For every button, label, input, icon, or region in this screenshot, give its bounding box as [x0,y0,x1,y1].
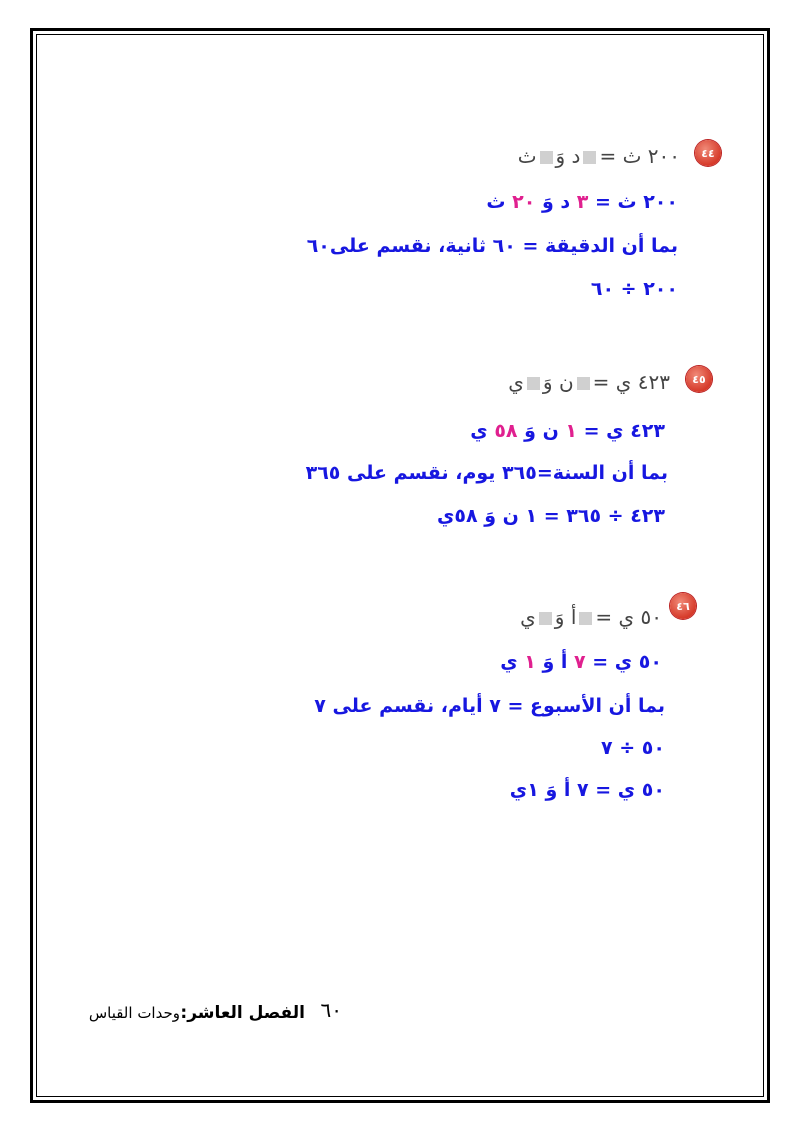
answer-part: ي [470,420,495,442]
question-part: د وَ [555,144,581,168]
answer-value: ١ [565,420,578,442]
calculation-line: ٢٠٠ ÷ ٦٠ [590,278,678,300]
question-line [518,144,680,168]
explanation-line: بما أن الدقيقة = ٦٠ ثانية، نقسم على٦٠ [306,235,678,257]
answer-part: ٥٠ ي = [585,651,662,673]
calculation-line: ٤٢٣ ÷ ٣٦٥ = ١ ن وَ ٥٨ي [436,505,665,527]
calculation-line: ٥٠ ÷ ٧ [601,737,665,759]
question-part: ٢٠٠ ث = [599,144,680,168]
answer-part: ي [500,651,525,673]
answer-value: ١ [524,651,536,673]
answer-line [486,191,678,213]
blank-box [577,377,590,390]
blank-box [539,612,552,625]
question-part: ي [520,605,536,629]
question-part: ن وَ [542,370,574,394]
answer-part: أ وَ [535,651,574,673]
answer-part: ن وَ [517,420,566,442]
blank-box [540,151,553,164]
answer-value: ٥٨ [494,420,518,442]
question-part: أ وَ [554,605,577,629]
answer-value: ٣ [576,191,589,213]
question-part: ٤٢٣ ي = [592,370,670,394]
problem-number-badge: ٤٦ [670,593,696,619]
page-number: ٦٠ [320,998,342,1022]
answer-part: ٢٠٠ ث = [588,191,678,213]
question-part: ٥٠ ي = [595,605,662,629]
chapter-title: وحدات القياس [88,1004,180,1022]
problem-number-badge: ٤٤ [695,140,721,166]
chapter-label: الفصل العاشر: [180,1003,305,1023]
question-part: ي [508,370,524,394]
blank-box [579,612,592,625]
problem-number-badge: ٤٥ [686,366,712,392]
blank-box [583,151,596,164]
answer-part: ٤٢٣ ي = [577,420,665,442]
answer-line [500,651,662,673]
question-line [520,605,662,629]
result-line: ٥٠ ي = ٧ أ وَ ١ي [509,779,665,801]
answer-value: ٢٠ [512,191,536,213]
answer-part: د وَ [535,191,577,213]
blank-box [527,377,540,390]
question-line [508,370,670,394]
answer-line [470,420,665,442]
explanation-line: بما أن السنة=٣٦٥ يوم، نقسم على ٣٦٥ [305,462,668,484]
question-part: ث [517,144,537,168]
explanation-line: بما أن الأسبوع = ٧ أيام، نقسم على ٧ [314,695,665,717]
answer-value: ٧ [574,651,586,673]
answer-part: ث [486,191,513,213]
